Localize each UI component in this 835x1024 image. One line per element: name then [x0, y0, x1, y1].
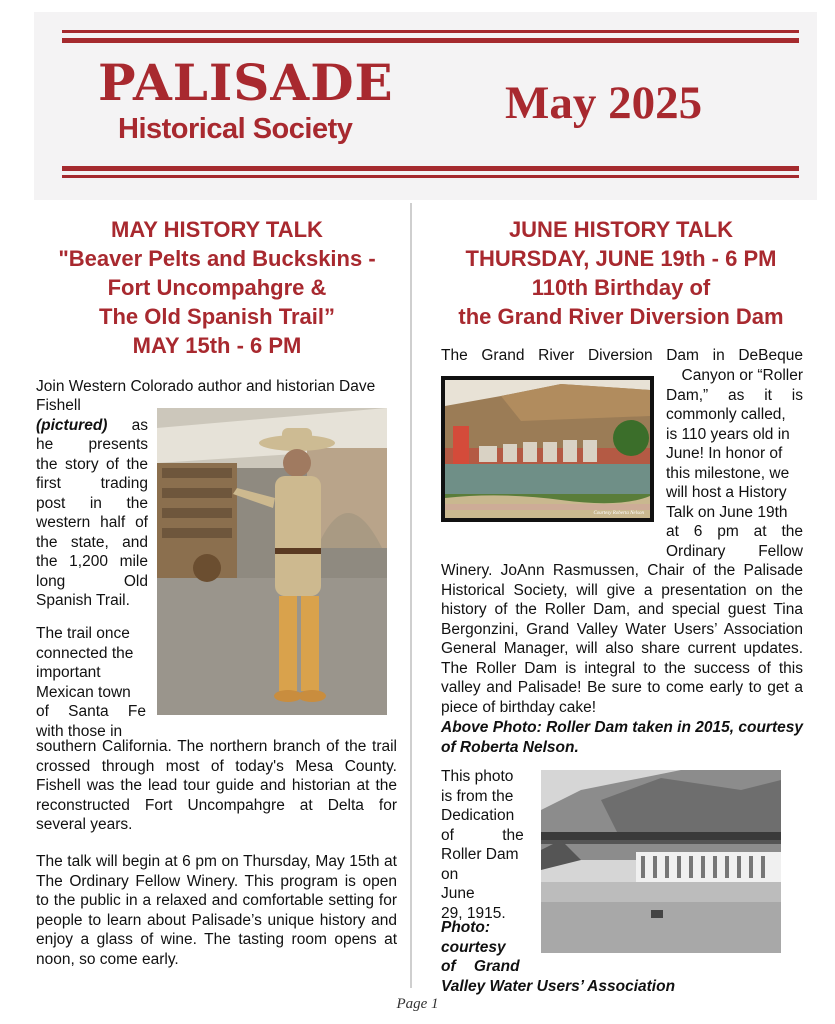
heading-line: THURSDAY, JUNE 19th - 6 PM: [465, 246, 777, 271]
text-line: [36, 416, 148, 436]
text-line: This photo: [441, 768, 514, 785]
intro-line: Join Western Colorado author and historian Dave: [36, 378, 376, 395]
text-line: on June: [441, 865, 475, 902]
dedication-photo-credit: [441, 918, 701, 996]
dedication-text: [441, 767, 529, 923]
pictured-label: (pictured): [36, 416, 108, 434]
text-line: Valley Water Users’ Association: [441, 977, 676, 995]
logo-subtitle: Historical Society: [118, 113, 353, 145]
dam-wrap-text: [666, 366, 803, 561]
wrap-text-1: [36, 396, 148, 611]
top-rule: [62, 38, 799, 43]
text-line: Ordinary Fellow: [666, 542, 803, 560]
logo-wordmark: PALISADE: [98, 53, 394, 112]
text-line: Roller Dam: [441, 846, 519, 863]
text-line: at 6 pm at the: [666, 523, 803, 540]
bottom-rule: [62, 166, 799, 171]
text-line: Photo:: [441, 919, 491, 936]
text-line: June! In honor of: [666, 445, 783, 462]
text-line: post in the: [36, 494, 148, 512]
issue-date: May 2025: [505, 77, 703, 129]
text-line: Canyon or “Roller: [681, 367, 803, 384]
page-number: Page 1: [396, 996, 439, 1012]
above-photo-caption: Above Photo: Roller Dam taken in 2015, courtesy of Roberta Nelson.: [441, 719, 803, 756]
june-talk-heading: [420, 215, 822, 331]
text-word: as: [131, 416, 148, 434]
talk-details-paragraph: The talk will begin at 6 pm on Thursday, May 15th at The Ordinary Fellow Winery. This program is open to the public in a relaxed and comfortable setting for people to learn about Palisade’s unique history and enjoy a glass of wine. The tasting room opens at noon, so come early.: [36, 853, 397, 968]
text-line: first trading: [36, 475, 148, 492]
text-line: western half of: [36, 514, 148, 531]
text-line: long Old: [36, 572, 148, 590]
text-line: Talk on June 19th: [666, 503, 788, 521]
text-line: commonly called,: [666, 406, 786, 423]
dam-first-line: The Grand River Diversion Dam in DeBeque: [441, 347, 803, 364]
text-line: he presents: [36, 436, 148, 453]
text-line: of the: [441, 826, 524, 844]
text-line: the 1,200 mile: [36, 553, 148, 570]
dam-paragraph-rest: Winery. JoAnn Rasmussen, Chair of the Palisade Historical Society, will give a presentation on the history of the Roller Dam, and special guest Tina Bergonzini, Grand Valley Water Users’ Association General Manager, will also share current updates. The Roller Dam is integral to the success of this valley and Palisade! Be sure to come early to get a piece of birthday cake!: [441, 562, 803, 716]
roller-dam-photo-2015: [441, 376, 654, 522]
heading-line: JUNE HISTORY TALK: [508, 217, 734, 242]
heading-line: MAY HISTORY TALK: [111, 217, 323, 242]
text-line: Fishell: [36, 397, 81, 414]
heading-line: the Grand River Diversion Dam: [458, 304, 784, 329]
heading-line: Fort Uncompahgre &: [107, 275, 327, 300]
text-line: is from the: [441, 787, 514, 805]
text-line: courtesy: [441, 938, 506, 956]
heading-line: MAY 15th - 6 PM: [132, 333, 302, 358]
text-line: Dam,” as it is: [666, 386, 803, 404]
text-line: Dedication: [441, 807, 515, 824]
heading-line: The Old Spanish Trail”: [99, 304, 335, 329]
may-talk-heading: [34, 215, 400, 360]
bottom-rule: [62, 175, 799, 178]
top-rule: [62, 30, 799, 33]
text-line: important: [36, 664, 101, 681]
heading-line: "Beaver Pelts and Buckskins -: [58, 246, 376, 271]
trail-paragraph-rest: southern California. The northern branch of the trail crossed through most of today's Mesa County. Fishell was the lead tour guide and historian at the reconstructed Fort Uncompahgre at Delta for several years.: [36, 738, 397, 833]
column-divider: [410, 203, 412, 988]
text-line: connected the: [36, 644, 134, 662]
photo-credit-small: Courtesy Roberta Nelson: [593, 511, 644, 516]
text-line: the story of the: [36, 455, 148, 473]
text-line: 29, 1915.: [441, 904, 506, 922]
text-line: of Grand: [441, 958, 520, 975]
text-line: of Santa Fe: [36, 703, 146, 720]
heading-line: 110th Birthday of: [531, 275, 711, 300]
text-line: The trail once: [36, 625, 130, 642]
text-line: Mexican town: [36, 683, 131, 701]
text-line: the state, and: [36, 533, 148, 551]
wrap-text-2: [36, 624, 146, 741]
text-line: this milestone, we: [666, 464, 790, 482]
text-line: with those in: [36, 722, 123, 740]
text-line: will host a History: [666, 484, 787, 501]
text-line: is 110 years old in: [666, 425, 790, 443]
text-line: Spanish Trail.: [36, 592, 130, 609]
dave-fishell-photo: [157, 408, 387, 715]
